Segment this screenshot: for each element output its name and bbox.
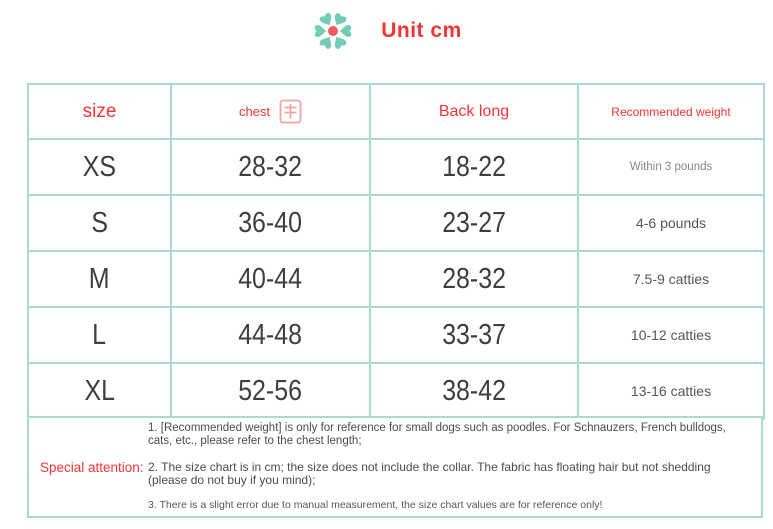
table-header-row xyxy=(28,84,764,139)
size-cell: XS xyxy=(28,139,171,195)
table-row xyxy=(28,363,764,419)
table-row xyxy=(28,251,764,307)
chest-cell: 36-40 xyxy=(171,195,370,251)
weight-cell: Within 3 pounds xyxy=(578,139,764,195)
size-cell: XL xyxy=(28,363,171,419)
back-long-cell: 28-32 xyxy=(370,251,578,307)
notes-list xyxy=(148,418,761,516)
chest-cell: 28-32 xyxy=(171,139,370,195)
weight-cell: 7.5-9 catties xyxy=(578,251,764,307)
table-row xyxy=(28,307,764,363)
size-cell: L xyxy=(28,307,171,363)
back-long-cell: 33-37 xyxy=(370,307,578,363)
note-item: 2. The size chart is in cm; the size does not include the collar. The fabric has floating hair but not shedding (please do not buy if you mind); xyxy=(148,459,711,487)
chest-girth-stamp-icon xyxy=(279,99,302,124)
table-row xyxy=(28,195,764,251)
column-header-recommended-weight: Recommended weight xyxy=(578,84,764,139)
note-item: 1. [Recommended weight] is only for reference for small dogs such as poodles. For Schnauzers, French bulldogs, cats, etc., please refer to the chest length; xyxy=(148,422,726,448)
note-item: 3. There is a slight error due to manual measurement, the size chart values are for reference only! xyxy=(148,499,603,512)
weight-cell: 4-6 pounds xyxy=(578,195,764,251)
weight-cell: 13-16 catties xyxy=(578,363,764,419)
unit-label: Unit cm xyxy=(381,19,462,42)
column-header-back-long: Back long xyxy=(370,84,578,139)
flower-icon xyxy=(311,9,355,53)
table-row xyxy=(28,139,764,195)
chest-cell: 40-44 xyxy=(171,251,370,307)
back-long-cell: 23-27 xyxy=(370,195,578,251)
size-chart-table xyxy=(27,83,765,420)
back-long-cell: 18-22 xyxy=(370,139,578,195)
back-long-cell: 38-42 xyxy=(370,363,578,419)
weight-cell: 10-12 catties xyxy=(578,307,764,363)
column-header-chest-label: chest xyxy=(238,104,271,119)
chest-cell: 44-48 xyxy=(171,307,370,363)
special-attention-label: Special attention: xyxy=(40,459,144,475)
size-cell: S xyxy=(28,195,171,251)
column-header-chest xyxy=(171,84,370,139)
column-header-size: size xyxy=(28,84,171,139)
chest-cell: 52-56 xyxy=(171,363,370,419)
page-header xyxy=(0,6,773,56)
size-cell: M xyxy=(28,251,171,307)
special-attention-box xyxy=(27,416,763,518)
